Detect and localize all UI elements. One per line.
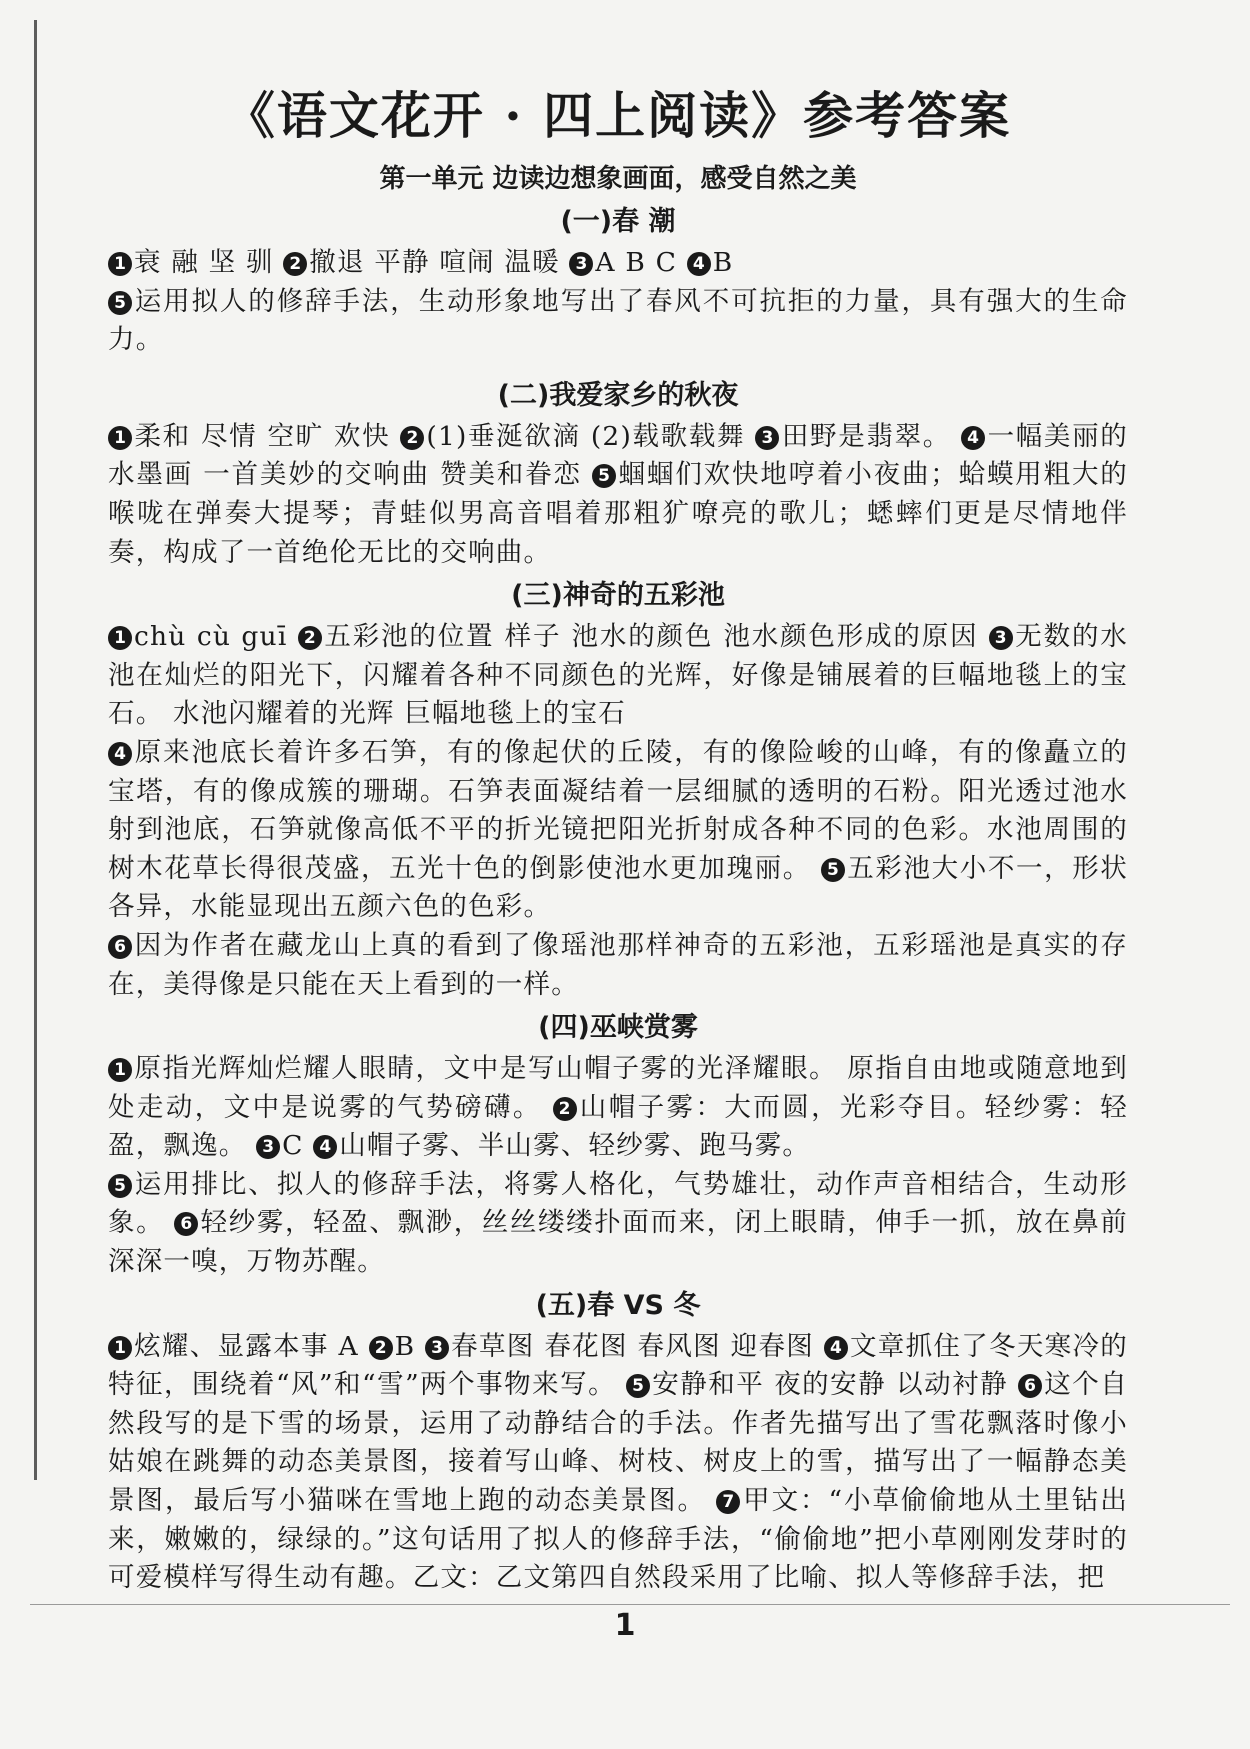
answer-text: A B C — [595, 247, 687, 278]
answer-text: 蝈蝈们欢快地哼着小夜曲；蛤蟆用粗大的喉咙在弹奏大提琴；青蛙似男高音唱着那粗犷嘹亮的歌儿；蟋蟀们更是尽情地伴奏，构成了一首绝伦无比的交响曲。 — [108, 459, 1128, 568]
section-answers — [108, 1050, 1128, 1282]
page-number: 1 — [614, 1608, 636, 1643]
answer-text: 运用排比、拟人的修辞手法，将雾人格化，气势雄壮，动作声音相结合，生动形象。 — [108, 1168, 1128, 1239]
answer-text: 一幅美丽的水墨画 一首美妙的交响曲 赞美和眷恋 — [108, 420, 1129, 491]
answer-text: 运用拟人的修辞手法，生动形象地写出了春风不可抗拒的力量，具有强大的生命力。 — [108, 285, 1128, 356]
number-badge: 2 — [283, 252, 307, 276]
number-badge: 7 — [716, 1490, 740, 1514]
number-badge: 3 — [425, 1336, 449, 1360]
answer-text: C — [282, 1130, 314, 1162]
answer-text: 原指光辉灿烂耀人眼睛，文中是写山帽子雾的光泽耀眼。 原指自由地或随意地到处走动，文中是说雾的气势磅礴。 — [108, 1053, 1128, 1123]
number-badge: 5 — [626, 1374, 650, 1398]
answer-text: 五彩池大小不一，形状各异，水能显现出五颜六色的色彩。 — [108, 852, 1129, 923]
number-badge: 2 — [298, 626, 322, 650]
answer-text: 山帽子雾：大而圆，光彩夺目。轻纱雾：轻盈，飘逸。 — [108, 1091, 1128, 1162]
number-badge: 4 — [687, 252, 711, 276]
number-badge: 1 — [108, 252, 132, 276]
number-badge: 6 — [174, 1212, 198, 1236]
number-badge: 1 — [108, 426, 132, 450]
number-badge: 5 — [821, 858, 845, 882]
scan-edge-line — [34, 20, 37, 1480]
answer-text: 柔和 尽情 空旷 欢快 — [134, 420, 401, 452]
number-badge: 6 — [1018, 1374, 1042, 1398]
answer-text: 炫耀、显露本事 A — [134, 1330, 369, 1362]
footer-divider — [30, 1604, 1230, 1605]
answer-text: 因为作者在藏龙山上真的看到了像瑶池那样神奇的五彩池，五彩瑶池是真实的存在，美得像是只能在天上看到的一样。 — [108, 929, 1128, 1000]
answer-text: 轻纱雾，轻盈、飘渺，丝丝缕缕扑面而来，闭上眼睛，伸手一抓，放在鼻前深深一嗅，万物苏醒。 — [108, 1207, 1128, 1278]
answer-text: 原来池底长着许多石笋，有的像起伏的丘陵，有的像险峻的山峰，有的像矗立的宝塔，有的像成簇的珊瑚。石笋表面凝结着一层细腻的透明的石粉。阳光透过池水射到池底，石笋就像高低不平的折光镜把阳光折射成各种不同的色彩。水池周围的树木花草长得很茂盛，五光十色的倒影使池水更加瑰丽。 — [108, 736, 1128, 884]
answer-content — [108, 80, 1128, 1598]
section-title: (三)神奇的五彩池 — [511, 580, 725, 612]
answer-text: 田野是翡翠。 — [781, 420, 962, 452]
number-badge: 1 — [108, 1336, 132, 1360]
answer-text: (1)垂涎欲滴 (2)载歌载舞 — [426, 420, 756, 452]
answer-text: 撤退 平静 喧闹 温暖 — [309, 247, 570, 278]
answer-text: B — [712, 247, 734, 278]
unit-title: 第一单元 边读边想象画面，感受自然之美 — [379, 164, 857, 194]
number-badge: 4 — [108, 742, 132, 766]
number-badge: 1 — [108, 1058, 132, 1082]
number-badge: 4 — [961, 426, 985, 450]
section-answers — [108, 1328, 1128, 1598]
number-badge: 3 — [989, 626, 1013, 650]
section-answers — [108, 244, 1128, 360]
number-badge: 5 — [108, 291, 132, 315]
number-badge: 4 — [313, 1135, 337, 1159]
page-title: 《语文花开 · 四上阅读》参考答案 — [224, 86, 1012, 145]
section-title: (一)春 潮 — [560, 206, 676, 237]
number-badge: 6 — [108, 935, 132, 959]
number-badge: 5 — [108, 1174, 132, 1198]
answer-text: 衰 融 坚 驯 — [134, 247, 284, 278]
answer-text: chù cù guī — [134, 621, 298, 653]
section-answers — [108, 618, 1128, 1004]
number-badge: 3 — [256, 1135, 280, 1159]
answer-text: 甲文：“小草偷偷地从土里钻出来，嫩嫩的，绿绿的。”这句话用了拟人的修辞手法，“偷偷地”把小草刚刚发芽时的可爱模样写得生动有趣。乙文：乙文第四自然段采用了比喻、拟人等修辞手法，把 — [108, 1485, 1128, 1594]
section-title: (五)春 VS 冬 — [535, 1289, 701, 1321]
number-badge: 2 — [553, 1097, 577, 1121]
number-badge: 5 — [592, 464, 616, 488]
answer-text: 无数的水池在灿烂的阳光下，闪耀着各种不同颜色的光辉，好像是铺展着的巨幅地毯上的宝石。 水池闪耀着的光辉 巨幅地毯上的宝石 — [108, 621, 1128, 730]
section-answers — [108, 418, 1128, 572]
answer-text: 文章抓住了冬天寒冷的特征，围绕着“风”和“雪”两个事物来写。 — [108, 1330, 1128, 1401]
number-badge: 2 — [369, 1336, 393, 1360]
answer-text: 山帽子雾、半山雾、轻纱雾、跑马雾。 — [339, 1130, 811, 1162]
number-badge: 2 — [400, 426, 424, 450]
number-badge: 3 — [755, 426, 779, 450]
answer-text: 春草图 春花图 春风图 迎春图 — [451, 1330, 824, 1362]
number-badge: 1 — [108, 626, 132, 650]
number-badge: 4 — [824, 1336, 848, 1360]
answer-text: 这个自然段写的是下雪的场景，运用了动静结合的手法。作者先描写出了雪花飘落时像小姑娘在跳舞的动态美景图，接着写山峰、树枝、树皮上的雪，描写出了一幅静态美景图，最后写小猫咪在雪地上跑的动态美景图。 — [108, 1369, 1128, 1517]
answer-text: B — [394, 1330, 426, 1362]
section-title: (二)我爱家乡的秋夜 — [497, 379, 739, 411]
answer-text: 安静和平 夜的安静 以动衬静 — [652, 1369, 1018, 1401]
section-title: (四)巫峡赏雾 — [538, 1012, 698, 1044]
answer-text: 五彩池的位置 样子 池水的颜色 池水颜色形成的原因 — [323, 621, 989, 653]
number-badge: 3 — [569, 252, 593, 276]
